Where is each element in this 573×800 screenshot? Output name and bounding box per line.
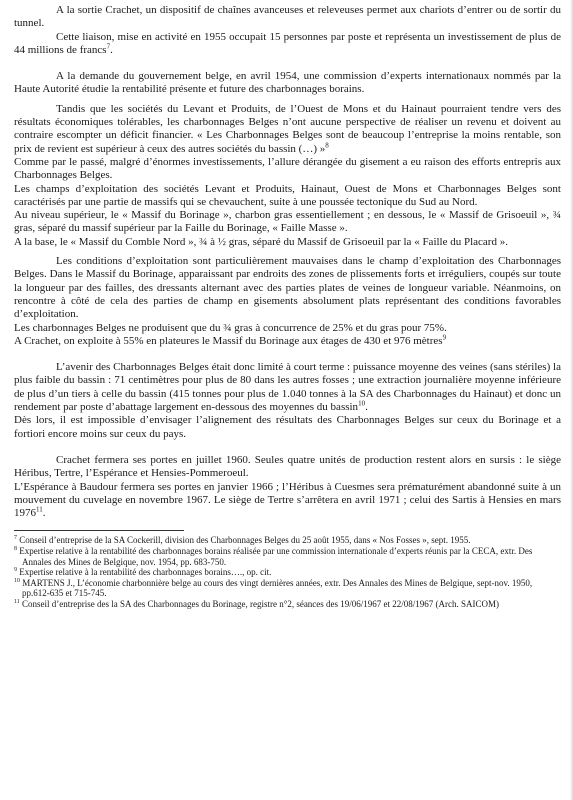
paragraph-societes bbox=[14, 103, 561, 156]
paragraph-text: . bbox=[42, 507, 46, 520]
paragraph-text: A Crachet, on exploite à 55% en plateures le Massif du Borinage aux étages de 430 et 976 mètres bbox=[14, 334, 443, 347]
footnote-text: Expertise relative à la rentabilité des charbonnages borains…., op. cit. bbox=[17, 567, 272, 578]
paragraph-text: . bbox=[110, 43, 113, 56]
footnote-text: MARTENS J., L’économie charbonnière belge au cours des vingt dernières années, extr. Des Annales des Mines de Belgique, sept-nov. 1950, pp.612-635 et 715-745. bbox=[20, 577, 533, 599]
footnote-ref[interactable]: 7 bbox=[106, 42, 111, 51]
footnote-number: 9 bbox=[14, 567, 17, 574]
paragraph-conditions bbox=[14, 255, 561, 321]
paragraph-text: A la base, le « Massif du Comble Nord », ¾ à ½ gras, séparé du Massif de Grisoeuil par la « Faille du Placard ». bbox=[14, 235, 508, 248]
footnote-ref[interactable]: 10 bbox=[358, 399, 366, 408]
footnote-separator bbox=[14, 530, 184, 531]
footnote bbox=[14, 578, 561, 599]
footnote-ref[interactable]: 11 bbox=[36, 505, 43, 514]
paragraph-text: Les champs d’exploitation des sociétés Levant et Produits, Hainaut, Ouest de Mons et Charbonnages Belges sont caractérisés par une partie de massifs qui se chevauchent, suite à une poussée tectonique du Sud au Nord. bbox=[14, 182, 561, 208]
paragraph-text: Crachet fermera ses portes en juillet 1960. Seules quatre unités de production restent alors en sursis : le siège Héribus, Tertre, l’Espérance et Hensies-Pommeroeul. bbox=[14, 453, 561, 480]
paragraph-text: Tandis que les sociétés du Levant et Produits, de l’Ouest de Mons et du Hainaut pourraient tendre vers des résultats économiques tolérables, les charbonnages Belges n’ont aucune perspective de réaliser un revenu et doivent au contraire escompter un déficit financier. « Les Charbonnages Belges sont de beaucoup l’entreprise la moins rentable, son prix de revient est supérieur à ceux des autres sociétés du bassin (…) » bbox=[14, 102, 561, 155]
paragraph-text: L’Espérance à Baudour fermera ses portes en janvier 1966 ; l’Héribus à Cuesmes sera prématurément abandonné suite à un mouvement du cuvelage en novembre 1967. Le siège de Tertre s’arrêtera en avril 1971 ; celui des Sartis à Hensies en mars 1976 bbox=[14, 480, 561, 520]
footnote-text: Expertise relative à la rentabilité des charbonnages borains réalisée par une commission internationale d’experts réunis par la CECA, extr. Des Annales des Mines de Belgique, nov. 1954, pp. 683-750. bbox=[17, 545, 533, 567]
paragraph-base bbox=[14, 236, 561, 249]
paragraph-text: Comme par le passé, malgré d’énormes investissements, l’allure dérangée du gisement a eu raison des efforts entrepris aux Charbonnages Belges. bbox=[14, 155, 561, 182]
footnote bbox=[14, 546, 561, 567]
footnote bbox=[14, 599, 561, 610]
footnotes bbox=[14, 535, 561, 609]
paragraph-text: L’avenir des Charbonnages Belges était donc limité à court terme : puissance moyenne des veines (sans stériles) la plus faible du bassin : 71 centimètres pour plus de 80 dans les autres fosses ; une extraction journalière moyenne inférieure de plus d’un tiers à celle du bassin (415 tonnes pour plus de 1.040 tonnes à la SA des Charbonnages du Hainaut) et donc un rendement par poste d’abattage largement en-dessous des moyennes du bassin bbox=[14, 361, 561, 414]
paragraph-investissements bbox=[14, 156, 561, 183]
footnote bbox=[14, 567, 561, 578]
paragraph-crachet-exploitation bbox=[14, 335, 561, 348]
paragraph-liaison bbox=[14, 31, 561, 58]
footnote-number: 7 bbox=[14, 535, 17, 542]
paragraph-production bbox=[14, 322, 561, 335]
footnote-number: 10 bbox=[14, 577, 20, 584]
paragraph-alignement bbox=[14, 414, 561, 441]
paragraph-fermeture-crachet bbox=[14, 454, 561, 481]
footnote-text: Conseil d’entreprise des la SA des Charbonnages du Borinage, registre n°2, séances des 19/06/1967 et 22/08/1967 (Arch. SAICOM) bbox=[19, 598, 500, 609]
paragraph-text: Les charbonnages Belges ne produisent que du ¾ gras à concurrence de 25% et du gras pour 75%. bbox=[14, 321, 447, 334]
paragraph-esperance bbox=[14, 481, 561, 521]
footnote bbox=[14, 535, 561, 546]
paragraph-text: A la demande du gouvernement belge, en avril 1954, une commission d’experts internationaux nommés par la Haute Autorité étudie la rentabilité présente et future des charbonnages borains. bbox=[14, 70, 561, 96]
paragraph-sortie-crachet bbox=[14, 4, 561, 31]
footnote-number: 11 bbox=[14, 598, 20, 605]
paragraph-niveau-superieur bbox=[14, 209, 561, 236]
paragraph-text: Les conditions d’exploitation sont particulièrement mauvaises dans le champ d’exploitation des Charbonnages Belges. Dans le Massif du Borinage, apparaissant par endroits des zones de plissements forts et irréguliers, coupés sur toute la longueur par des failles, des dressants alternant avec des parties plates de veines de longueur variable. Néanmoins, on rencontre à côté de cela des parties de champ en gisements absolument plats représentant des conditions favorables d’exploitation. bbox=[14, 255, 561, 321]
paragraph-commission bbox=[14, 70, 561, 97]
footnote-text: Conseil d’entreprise de la SA Cockerill, division des Charbonnages Belges du 25 août 1955, dans « Nos Fosses », sept. 1955. bbox=[17, 535, 471, 546]
paragraph-text: A la sortie Crachet, un dispositif de chaînes avanceuses et releveuses permet aux chariots d’entrer ou de sortir du tunnel. bbox=[14, 4, 561, 30]
footnote-ref[interactable]: 8 bbox=[325, 141, 329, 150]
paragraph-text: Cette liaison, mise en activité en 1955 occupait 15 personnes par poste et représenta un investissement de plus de 44 millions de francs bbox=[14, 30, 561, 56]
paragraph-text: Dès lors, il est impossible d’envisager l’alignement des résultats des Charbonnages Belges sur ceux du Borinage et a fortiori encore moins sur ceux du pays. bbox=[14, 414, 561, 440]
footnote-ref[interactable]: 9 bbox=[442, 333, 447, 342]
paragraph-text: . bbox=[365, 401, 368, 414]
footnote-number: 8 bbox=[14, 545, 17, 552]
paragraph-champs bbox=[14, 183, 561, 210]
paragraph-text: Au niveau supérieur, le « Massif du Borinage », charbon gras essentiellement ; en dessous, le « Massif de Grisoeuil », ¾ gras, séparé du massif supérieur par la Faille du Borinage, « Faille Masse ». bbox=[14, 209, 561, 235]
paragraph-avenir bbox=[14, 361, 561, 414]
